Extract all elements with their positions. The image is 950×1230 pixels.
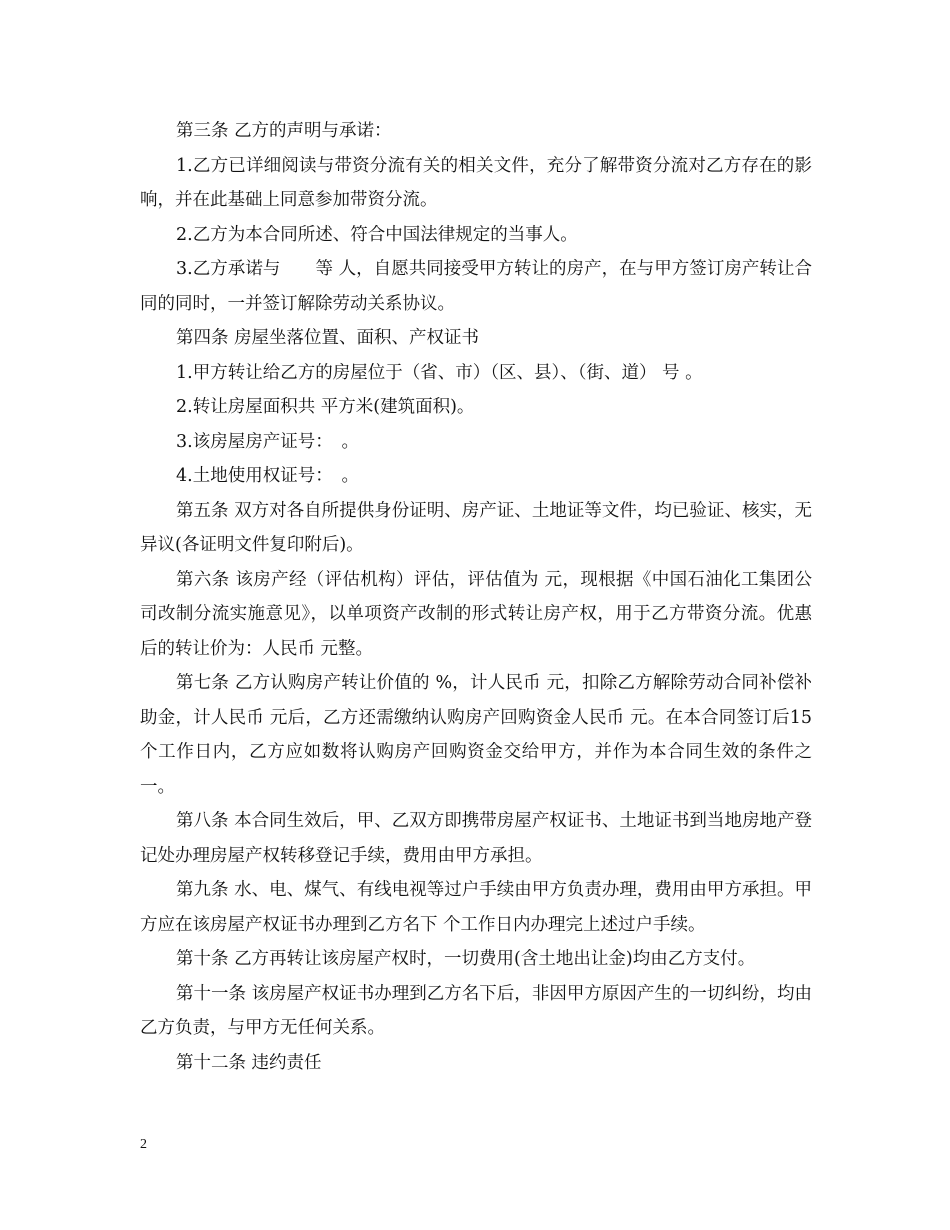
clause-4-item-4: 4.土地使用权证号： 。 xyxy=(176,466,359,486)
clause-8: 第八条 本合同生效后，甲、乙双方即携带房屋产权证书、土地证书到当地房地产登记处办理房屋产权转移登记手续，费用由甲方承担。 xyxy=(140,811,812,866)
clause-4-item-3: 3.该房屋房产证号： 。 xyxy=(176,431,359,452)
clause-11: 第十一条 该房屋产权证书办理到乙方名下后，非因甲方原因产生的一切纠纷，均由乙方负责，与甲方无任何关系。 xyxy=(140,983,812,1038)
clause-4-item-2: 2.转让房屋面积共 平方米(建筑面积)。 xyxy=(176,397,475,417)
page-number: 2 xyxy=(140,1137,147,1152)
clause-7: 第七条 乙方认购房产转让价值的 %，计人民币 元，扣除乙方解除劳动合同补偿补助金，计人民币 元后，乙方还需缴纳认购房产回购资金人民币 元。在本合同签订后15个工作日内，乙方应如数将认购房产回购资金交给甲方，并作为本合同生效的条件之一。 xyxy=(140,673,812,797)
clause-5: 第五条 双方对各自所提供身份证明、房产证、土地证等文件，均已验证、核实，无异议(各证明文件复印附后)。 xyxy=(140,500,812,555)
clause-10: 第十条 乙方再转让该房屋产权时，一切费用(含土地出让金)均由乙方支付。 xyxy=(176,949,756,969)
clause-3-item-3: 3.乙方承诺与 等 人，自愿共同接受甲方转让的房产，在与甲方签订房产转让合同的同时，一并签订解除劳动关系协议。 xyxy=(140,259,812,314)
clause-12-heading: 第十二条 违约责任 xyxy=(176,1052,322,1073)
clause-4-item-1: 1.甲方转让给乙方的房屋位于（省、市）（区、县）、（街、道） 号 。 xyxy=(176,362,703,383)
clause-3-item-2: 2.乙方为本合同所述、符合中国法律规定的当事人。 xyxy=(176,224,578,245)
clause-3-heading: 第三条 乙方的声明与承诺： xyxy=(176,121,392,141)
clause-4-heading: 第四条 房屋坐落位置、面积、产权证书 xyxy=(176,328,480,348)
clause-6: 第六条 该房产经（评估机构）评估，评估值为 元，现根据《中国石油化工集团公司改制分流实施意见》，以单项资产改制的形式转让房产权，用于乙方带资分流。优惠后的转让价为：人民币 元整。 xyxy=(140,569,812,659)
clause-3-item-1: 1.乙方已详细阅读与带资分流有关的相关文件，充分了解带资分流对乙方存在的影响，并在此基础上同意参加带资分流。 xyxy=(140,155,812,210)
document-body xyxy=(140,114,812,1080)
clause-9: 第九条 水、电、煤气、有线电视等过户手续由甲方负责办理，费用由甲方承担。甲方应在该房屋产权证书办理到乙方名下 个工作日内办理完上述过户手续。 xyxy=(140,880,812,935)
